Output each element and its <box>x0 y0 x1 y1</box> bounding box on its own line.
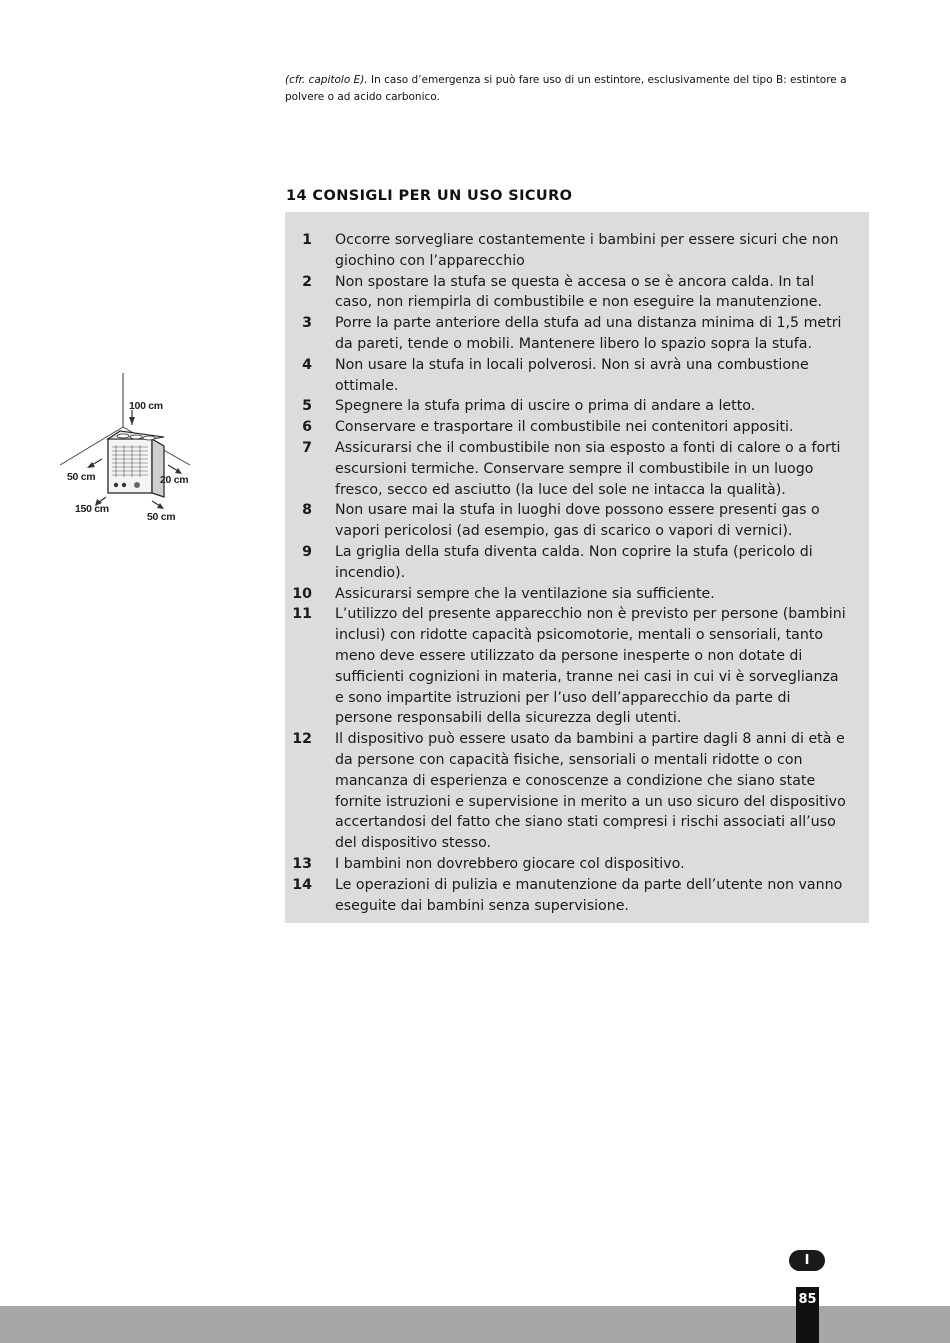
advice-item <box>285 875 869 917</box>
advice-item-text: La griglia della stufa diventa calda. Non coprire la stufa (pericolo di incendio). <box>335 543 813 581</box>
page-number: 85 <box>798 1292 817 1307</box>
chapter-reference: (cfr. capitolo E). <box>285 74 368 86</box>
advice-item <box>285 417 869 438</box>
advice-item-text: Porre la parte anteriore della stufa ad una distanza minima di 1,5 metri da pareti, tende o mobili. Mantenere libero lo spazio sopra la stufa. <box>335 315 842 352</box>
page-number-tab <box>796 1287 819 1343</box>
advice-item <box>285 854 869 875</box>
advice-item <box>285 313 869 355</box>
advice-item <box>285 355 869 397</box>
advice-item-number: 1 <box>302 232 312 248</box>
advice-item-number: 13 <box>292 855 312 872</box>
advice-item-number: 7 <box>302 439 312 456</box>
language-badge: I <box>789 1250 825 1271</box>
advice-item <box>285 500 869 542</box>
advice-item-number: 6 <box>302 419 312 436</box>
safety-advice-box <box>285 212 869 923</box>
advice-item-text: I bambini non dovrebbero giocare col dispositivo. <box>335 855 685 872</box>
advice-item-text: Non usare mai la stufa in luoghi dove possono essere presenti gas o vapori pericolosi (ad esempio, gas di scarico o vapori di vernici). <box>335 502 820 540</box>
advice-item-number: 10 <box>292 585 312 602</box>
advice-item-number: 8 <box>302 502 312 519</box>
advice-item-text: Spegnere la stufa prima di uscire o prima di andare a letto. <box>335 398 756 415</box>
advice-item <box>285 604 869 729</box>
intro-paragraph <box>285 72 870 106</box>
label-top-clearance: 100 cm <box>129 400 163 412</box>
advice-item-number: 11 <box>292 606 312 623</box>
advice-item-number: 4 <box>302 356 312 373</box>
intro-text: In caso d’emergenza si può fare uso di un estintore, esclusivamente del tipo B: estintore a polvere o ad acido carbonico. <box>285 74 847 103</box>
advice-item-number: 14 <box>292 876 312 893</box>
clearance-diagram <box>40 365 200 535</box>
advice-item-text: Le operazioni di pulizia e manutenzione da parte dell’utente non vanno eseguite dai bambini senza supervisione. <box>335 876 843 914</box>
advice-item-text: Il dispositivo può essere usato da bambini a partire dagli 8 anni di età e da persone con capacità fisiche, sensoriali o mentali ridotte o con mancanza di esperienza e conoscenze a condizione che siano state fornite istruzioni e supervisione in merito a un uso sicuro del dispositivo accertandosi del fatto che siano stati compresi i rischi associati all’uso del dispositivo stesso. <box>335 731 846 852</box>
advice-item <box>285 729 869 854</box>
advice-item <box>285 396 869 417</box>
label-front-left-clearance: 150 cm <box>75 503 109 515</box>
advice-item-text: Occorre sorvegliare costantemente i bambini per essere sicuri che non giochino con l’apparecchio <box>335 232 839 269</box>
advice-item-text: L’utilizzo del presente apparecchio non è previsto per persone (bambini inclusi) con ridotte capacità psicomotorie, mentali o sensoriali, tanto meno deve essere utilizzato da persone inesperte o non dotate di sufficienti cognizioni in materia, tranne nei casi in cui vi è sorveglianza e sono impartite istruzioni per l’uso dell’apparecchio da parte di persone responsabili della sicurezza degli utenti. <box>335 606 846 727</box>
advice-item-number: 3 <box>302 315 312 332</box>
advice-item-number: 5 <box>302 398 312 415</box>
advice-item-text: Conservare e trasportare il combustibile nei contenitori appositi. <box>335 419 794 436</box>
advice-item <box>285 438 869 500</box>
advice-item <box>285 272 869 314</box>
advice-item-number: 2 <box>302 273 312 290</box>
advice-item <box>285 542 869 584</box>
label-front-right-clearance: 50 cm <box>147 511 176 523</box>
advice-item <box>285 584 869 605</box>
advice-item-text: Assicurarsi che il combustibile non sia esposto a fonti di calore o a forti escursioni termiche. Conservare sempre il combustibile in un luogo fresco, secco ed asciutto (la luce del sole ne intacca la qualità). <box>335 439 841 498</box>
advice-item-number: 9 <box>302 543 312 560</box>
advice-item-text: Non usare la stufa in locali polverosi. Non si avrà una combustione ottimale. <box>335 356 809 394</box>
advice-item-text: Non spostare la stufa se questa è accesa o se è ancora calda. In tal caso, non riempirla di combustibile e non eseguire la manutenzione. <box>335 273 822 311</box>
label-left-clearance: 50 cm <box>67 471 96 483</box>
advice-item <box>285 230 869 272</box>
advice-item-text: Assicurarsi sempre che la ventilazione sia sufficiente. <box>335 585 715 602</box>
heater-clearance-illustration <box>40 365 200 535</box>
section-title: 14 CONSIGLI PER UN USO SICURO <box>286 188 573 204</box>
safety-advice-list <box>285 230 869 916</box>
advice-item-number: 12 <box>292 731 312 748</box>
label-right-clearance: 20 cm <box>160 474 189 486</box>
